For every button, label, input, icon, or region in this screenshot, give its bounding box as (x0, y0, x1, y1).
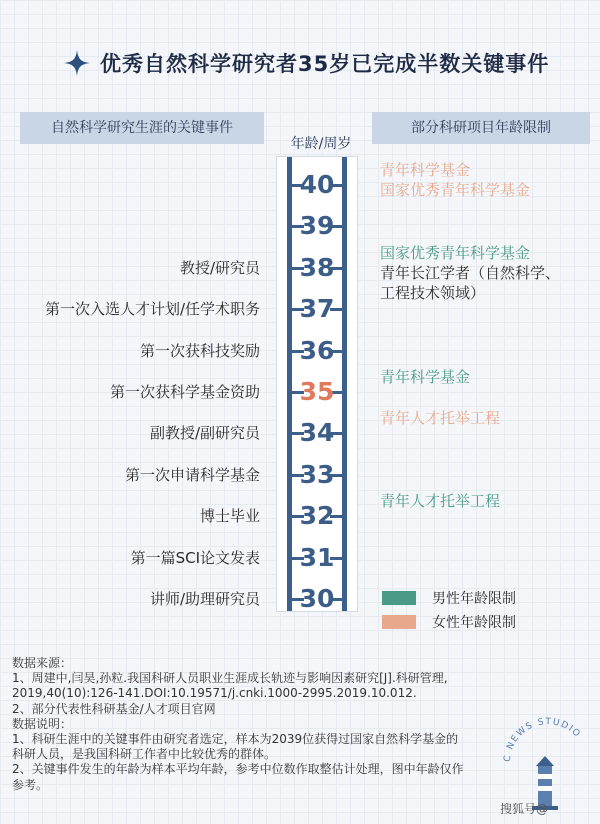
notes-line: 数据来源： (12, 656, 73, 670)
scale-row-39 (277, 206, 357, 246)
age-limit-group (380, 367, 470, 387)
age-number: 40 (299, 170, 335, 199)
svg-text:C NEWS STUDIO (503, 717, 583, 762)
legend-male (382, 588, 516, 608)
age-limit-item: 青年科学基金 (380, 161, 471, 179)
age-limit-group (380, 408, 500, 428)
key-event-label: 第一篇SCI论文发表 (130, 548, 260, 567)
age-number: 31 (299, 542, 335, 572)
age-limit-group (380, 243, 560, 303)
key-event-label: 第一次入选人才计划/任学术职务 (44, 300, 260, 319)
notes-line: 参考。 (12, 777, 49, 792)
key-event-label: 第一次获科学基金资助 (109, 383, 260, 401)
age-limit-group (380, 491, 500, 511)
legend-female (382, 612, 516, 632)
scale-row-33 (277, 455, 357, 495)
scale-row-40 (277, 165, 357, 205)
notes-line: 2、部分代表性科研基金/人才项目官网 (12, 701, 216, 716)
notes-line: 数据说明： (12, 716, 73, 731)
age-limit-item: 国家优秀青年科学基金 (380, 243, 531, 262)
age-number: 32 (299, 501, 335, 531)
page-title: 优秀自然科学研究者35岁已完成半数关键事件 (100, 52, 550, 76)
age-limit-item: 青年科学基金 (380, 368, 471, 386)
age-number: 34 (299, 418, 335, 448)
age-limit-item: 青年长江学者（自然科学、 (380, 263, 561, 282)
age-number: 35 (299, 377, 335, 406)
legend-swatch-male (382, 591, 416, 605)
key-event-label: 第一次申请科学基金 (124, 465, 260, 484)
notes-line: 1、周建中,闫昊,孙粒.我国科研人员职业生涯成长轨迹与影响因素研究[J].科研管理, (12, 671, 448, 686)
notes-line: 1、科研生涯中的关键事件由研究者选定，样本为2039位获得过国家自然科学基金的 (12, 732, 459, 747)
age-limit-item: 国家优秀青年科学基金 (380, 181, 531, 199)
watermark: 搜狐号@ (500, 802, 549, 816)
age-number: 37 (299, 294, 335, 324)
title-block (64, 40, 549, 86)
scale-row-37 (277, 289, 357, 329)
logo-text: C NEWS STUDIO (502, 717, 583, 763)
age-number: 39 (299, 211, 335, 241)
key-event-label: 副教授/副研究员 (149, 424, 260, 443)
scale-row-38 (277, 248, 357, 288)
scale-row-30 (277, 579, 357, 619)
key-event-label: 讲师/助理研究员 (149, 590, 260, 608)
header-key-events: 自然科学研究生涯的关键事件 (20, 112, 264, 144)
notes-line: 2019,40(10):126-141.DOI:10.19571/j.cnki.1000-2995.2019.10.012. (12, 686, 417, 701)
age-number: 36 (299, 335, 335, 365)
scale-row-31 (277, 538, 357, 578)
age-limit-item: 工程技术领域） (380, 283, 486, 302)
age-limit-group (380, 160, 530, 200)
scale-row-32 (277, 496, 357, 536)
legend-swatch-female (382, 615, 416, 629)
scale-row-34 (277, 413, 357, 453)
legend-label-male: 男性年龄限制 (432, 591, 516, 607)
age-number: 30 (299, 584, 335, 613)
legend-label-female: 女性年龄限制 (432, 615, 516, 631)
age-limit-item: 青年人才托举工程 (380, 409, 501, 428)
notes-block (12, 656, 552, 793)
key-event-label: 第一次获科技奖励 (139, 341, 260, 360)
age-scale (276, 156, 358, 612)
notes-line: 科研人员，是我国科研工作者中比较优秀的群体。 (12, 747, 277, 762)
age-number: 33 (299, 459, 335, 489)
key-event-label: 教授/研究员 (179, 258, 260, 277)
header-age: 年龄/周岁 (290, 136, 352, 152)
age-limit-item: 青年人才托举工程 (380, 492, 501, 511)
notes-line: 2、关键事件发生的年龄为样本平均年龄，参考中位数作取整估计处理，图中年龄仅作 (12, 762, 464, 777)
header-age-limits: 部分科研项目年龄限制 (372, 112, 590, 144)
scale-row-35 (277, 372, 357, 412)
key-event-label: 博士毕业 (199, 507, 260, 526)
scale-row-36 (277, 331, 357, 371)
age-number: 38 (299, 252, 335, 282)
four-point-star-icon (64, 50, 90, 76)
